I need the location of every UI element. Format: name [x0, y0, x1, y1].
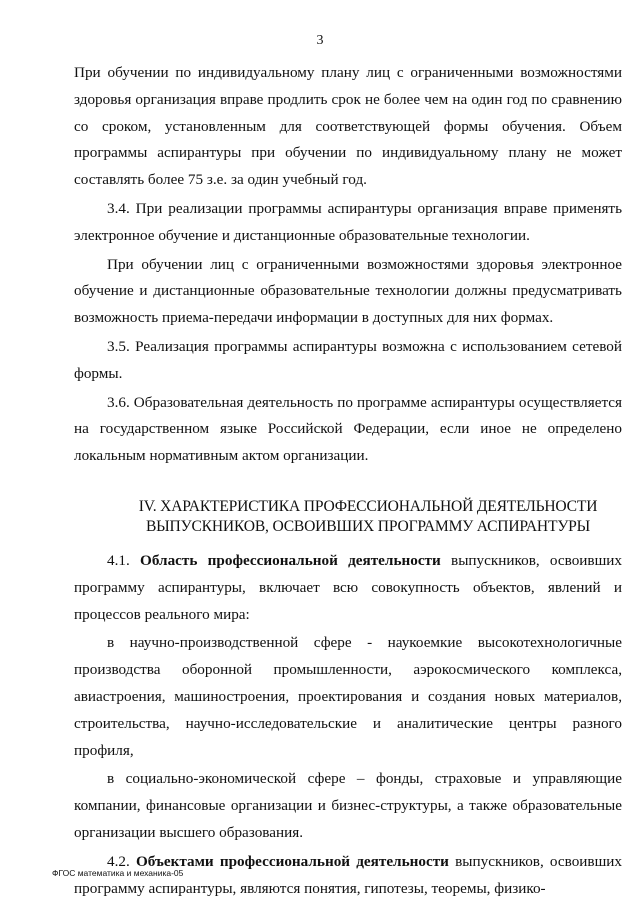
- paragraph-4-1-text: выпускников, освоивших программу аспирантуры, включает всю совокупность объектов, явлений и процессов реального мира:: [74, 551, 623, 623]
- paragraph-4-1-term: Область профессиональной деятельности: [140, 551, 441, 569]
- paragraph-socio-economic-sphere: в социально-экономической сфере – фонды, страховые и управляющие компании, финансовые организации и бизнес-структуры, а также образовательные организации высшего образования.: [74, 770, 622, 841]
- section-heading-line-1: IV. ХАРАКТЕРИСТИКА ПРОФЕССИОНАЛЬНОЙ ДЕЯТЕЛЬНОСТИ: [138, 497, 598, 515]
- paragraph-4-2-text: выпускников, освоивших программу аспирантуры, являются понятия, гипотезы, теоремы, физико-: [74, 852, 623, 897]
- paragraph-4-1-number: 4.1.: [107, 551, 130, 569]
- footer-label: ФГОС математика и механика-05: [52, 868, 184, 878]
- paragraph-4-1: [74, 548, 622, 628]
- paragraph-3-4: 3.4. При реализации программы аспирантуры организация вправе применять электронное обучение и дистанционные образовательные технологии.: [74, 199, 622, 244]
- paragraph-3-6: 3.6. Образовательная деятельность по программе аспирантуры осуществляется на государственном языке Российской Федерации, если иное не определено локальным нормативным актом организации.: [74, 393, 622, 465]
- paragraph-4-2-number: 4.2.: [107, 852, 130, 870]
- section-heading-line-2: ВЫПУСКНИКОВ, ОСВОИВШИХ ПРОГРАММУ АСПИРАНТУРЫ: [145, 517, 591, 535]
- page-number: 3: [316, 33, 324, 48]
- section-heading: [74, 497, 622, 537]
- document-body: [74, 60, 622, 902]
- paragraph-scientific-sphere: в научно-производственной сфере - наукоемкие высокотехнологичные производства оборонной промышленности, аэрокосмического комплекса, авиастроения, машиностроения, проектирования и создания новых материалов, строительства, научно-исследовательские и аналитические центры разного профиля,: [74, 634, 622, 759]
- paragraph-disabled-students: При обучении лиц с ограниченными возможностями здоровья электронное обучение и дистанционные образовательные технологии должны предусматривать возможность приема-передачи информации в доступных для них формах.: [74, 255, 622, 327]
- paragraph-3-5: 3.5. Реализация программы аспирантуры возможна с использованием сетевой формы.: [74, 337, 622, 382]
- paragraph-4-2-term: Объектами профессиональной деятельности: [135, 852, 449, 870]
- paragraph-individual-plan: При обучении по индивидуальному плану лиц с ограниченными возможностями здоровья организация вправе продлить срок не более чем на один год по сравнению со сроком, установленным для соответствующей формы обучения. Объем программы аспирантуры при обучении по индивидуальному плану не может составлять более 75 з.е. за один учебный год.: [74, 64, 622, 189]
